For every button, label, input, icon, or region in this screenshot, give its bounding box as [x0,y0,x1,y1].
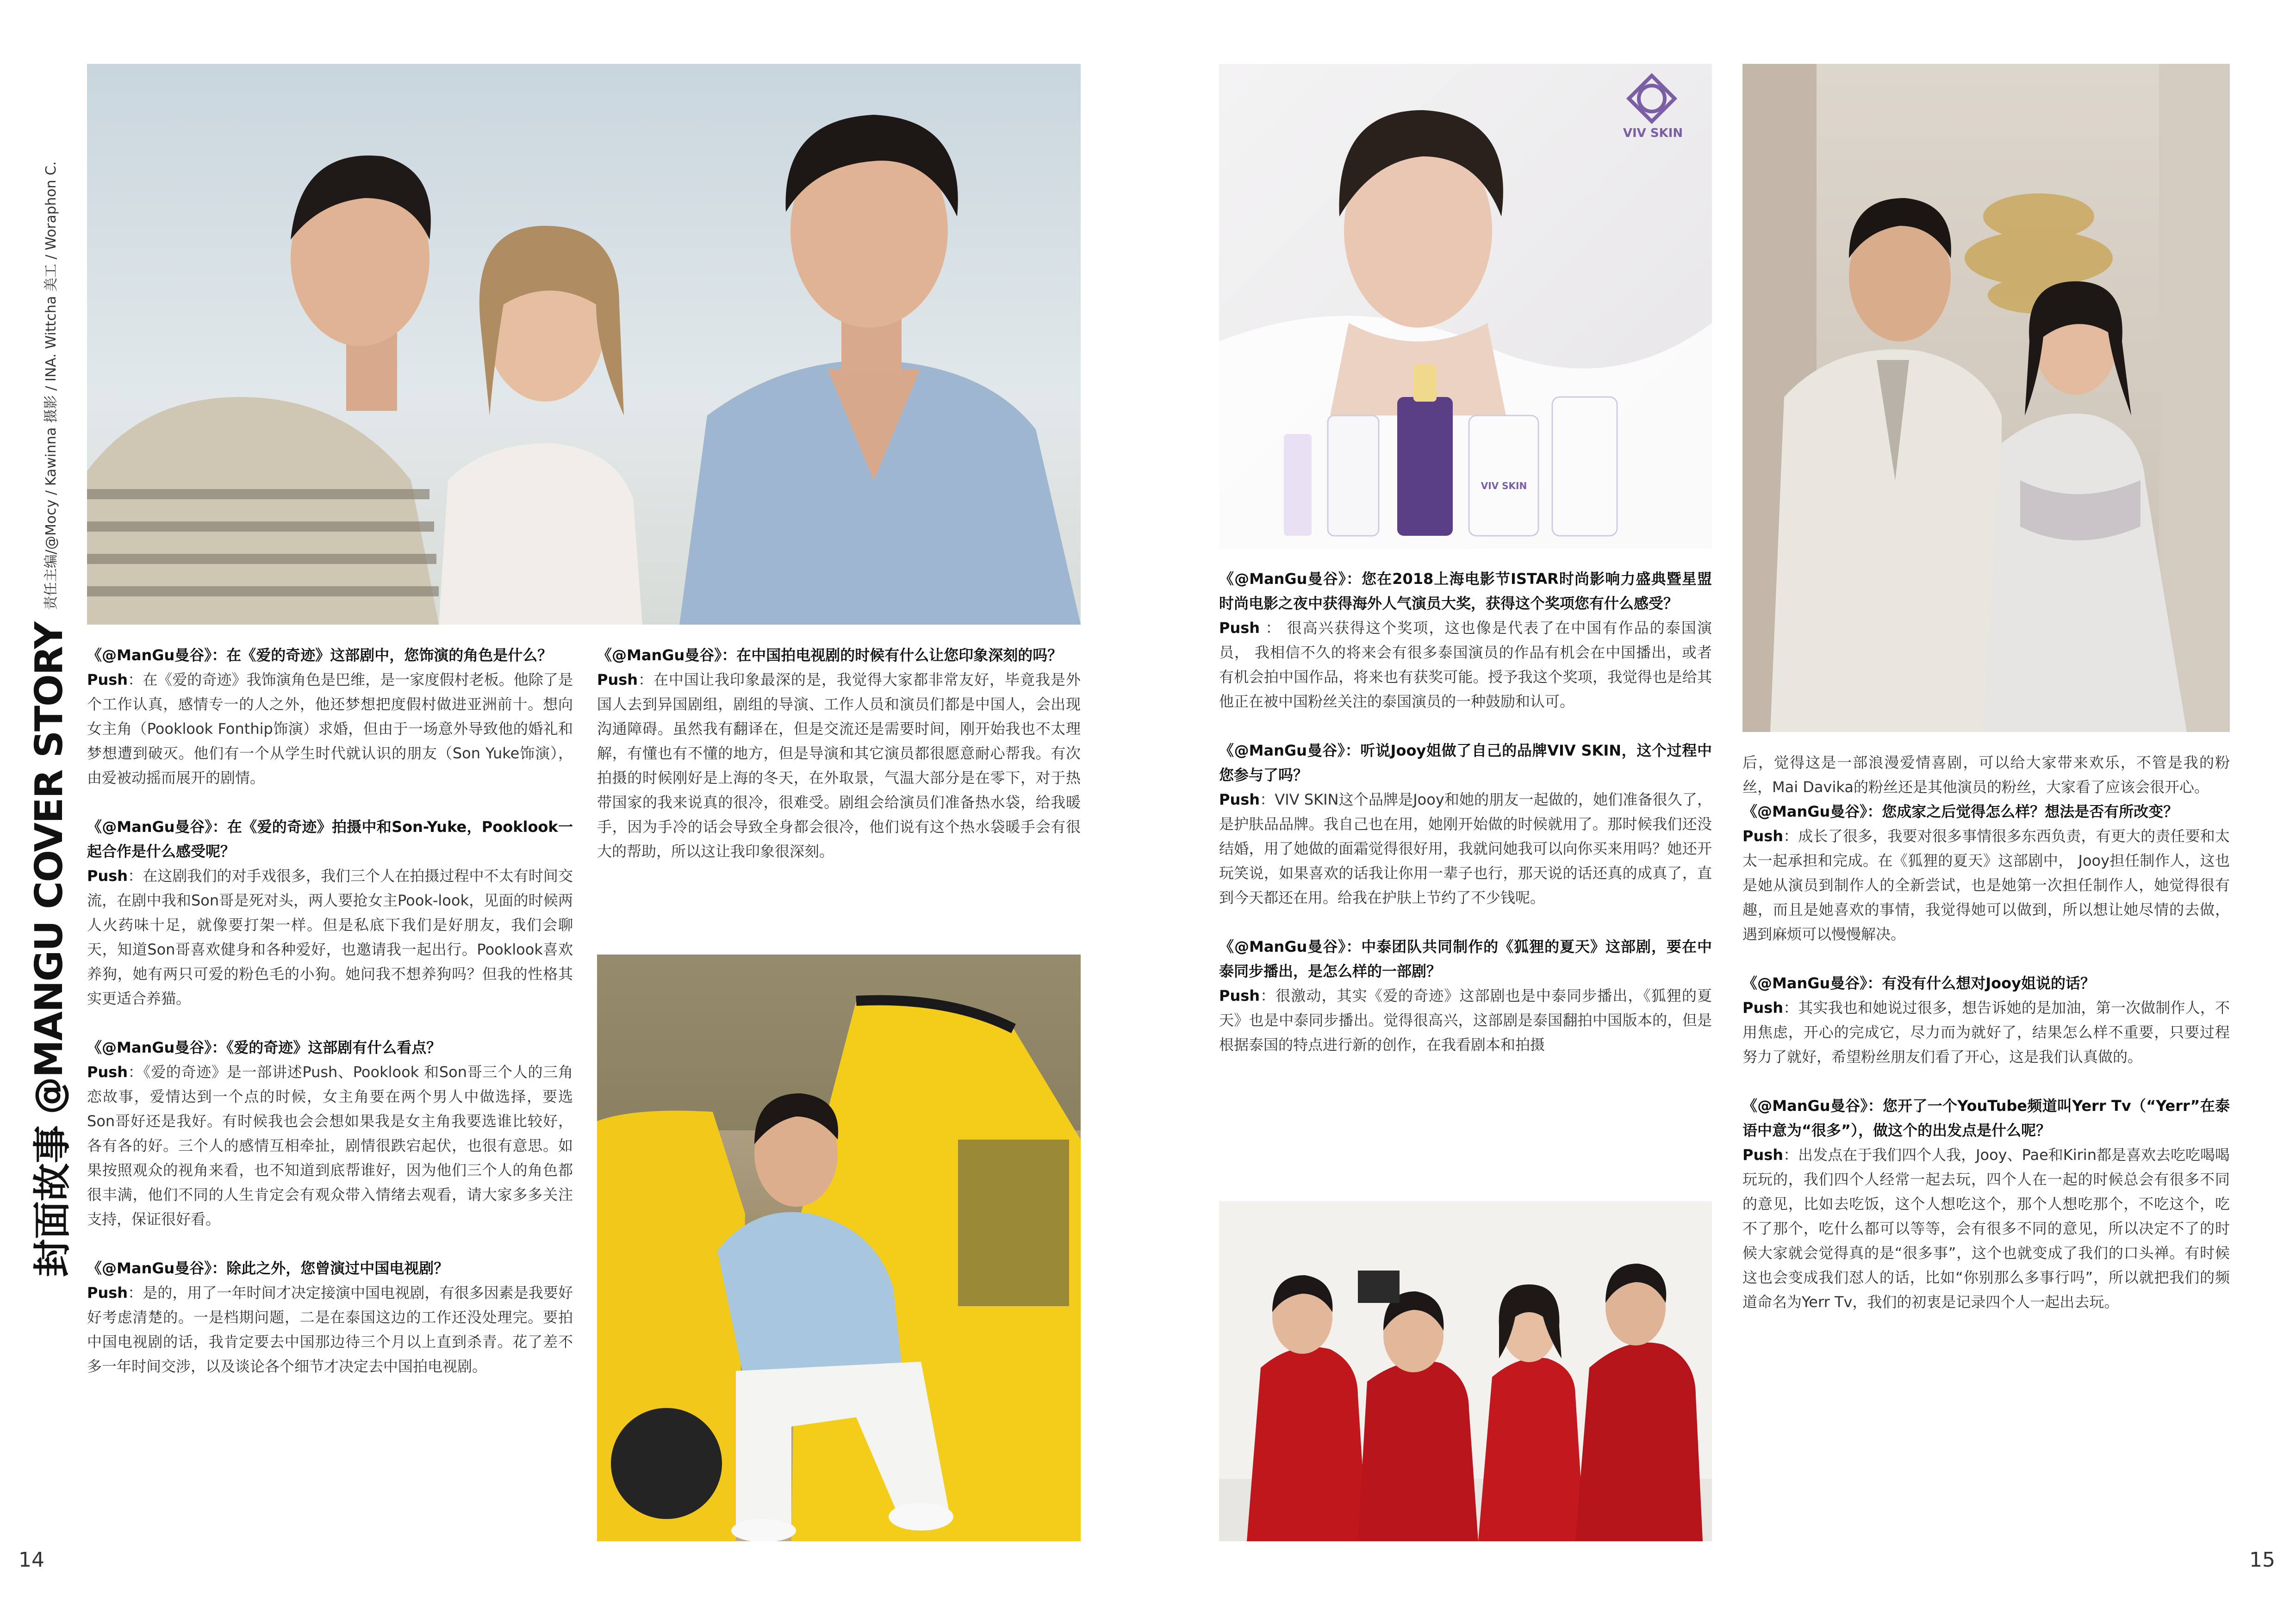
qa-block [1219,567,1712,714]
answer [1742,996,2230,1069]
qa-block [1742,800,2230,947]
qa-block [1742,1094,2230,1314]
question: 《@ManGu曼谷》：《爱的奇迹》这部剧有什么看点？ [87,1039,442,1056]
speaker-name: Push [1219,791,1260,808]
answer [597,668,1081,864]
qa-block [1219,738,1712,910]
qa-block [87,815,573,1011]
answer [1742,1143,2230,1314]
photo-yellow-jeep [597,955,1081,1541]
qa-block [597,643,1081,864]
viv-skin-product-text: VIV SKIN [1481,480,1527,491]
speaker-name: Push [1742,999,1784,1017]
answer-text: ：VIV SKIN这个品牌是Jooy和她的朋友一起做的，她们准备很久了，是护肤品品牌。我自己也在用，她刚开始做的时候就用了。那时候我们还没结婚，用了她做的面霜觉得很好用，我就问她我可以向你买来用吗？她还开玩笑说，如果喜欢的话我让你用一辈子也行，那天说的话还真的成真了，直到今天都还在用。给我在护肤上节约了不少钱呢。 [1219,791,1712,906]
speaker-name: Push [1742,1146,1784,1164]
section-title-cn: 封面故事 [31,1125,75,1277]
question: 《@ManGu曼谷》：中泰团队共同制作的《狐狸的夏天》这部剧，要在中泰同步播出，是怎么样的一部剧？ [1219,938,1712,980]
answer [1219,616,1712,714]
photo-viv-skin-ad [1219,64,1712,549]
answer [1219,787,1712,910]
answer-text: ：在中国让我印象最深的是，我觉得大家都非常友好，毕竟我是外国人去到异国剧组，剧组的导演、工作人员和演员们都是中国人，会出现沟通障碍。虽然我有翻译在，但是交流还是需要时间，刚开始我也不太理解，有懂也有不懂的地方，但是导演和其它演员都很愿意耐心帮我。有次拍摄的时候刚好是上海的冬天，在外取景，气温大部分是在零下，对于热带国家的我来说真的很冷，很难受。剧组会给演员们准备热水袋，给我暖手，因为手冷的话会导致全身都会很冷，他们说有这个热水袋暖手会有很大的帮助，所以这让我印象很深刻。 [597,671,1081,860]
page-number-left: 14 [19,1548,44,1572]
answer [87,668,573,790]
answer-text: ：在《爱的奇迹》我饰演角色是巴维，是一家度假村老板。他除了是个工作认真，感情专一的人之外，他还梦想把度假村做进亚洲前十。想向女主角（Pooklook Fonthip饰演）求婚，但由于一场意外导致他的婚礼和梦想遭到破灭。他们有一个从学生时代就认识的朋友（Son Yuke饰演），由爱被动摇而展开的剧情。 [87,671,573,787]
answer [87,1281,573,1379]
answer-text: ：是的，用了一年时间才决定接演中国电视剧，有很多因素是我要好好考虑清楚的。一是档期问题，二是在泰国这边的工作还没处理完。要拍中国电视剧的话，我肯定要去中国那边待三个月以上直到杀青。花了差不多一年时间交涉，以及谈论各个细节才决定去中国拍电视剧。 [87,1284,573,1375]
speaker-name: Push [1219,619,1260,637]
qa-block [1219,935,1712,1057]
answer-text: ： 很高兴获得这个奖项，这也像是代表了在中国有作品的泰国演员， 我相信不久的将来会有很多泰国演员的作品有机会在中国播出，或者有机会拍中国作品，将来也有获奖可能。授予我这个奖项，我觉得也是给其他正在被中国粉丝关注的泰国演员的一种鼓励和认可。 [1219,619,1712,710]
speaker-name: Push [87,1284,128,1302]
section-title-en: @MANGU COVER STORY [27,622,71,1115]
answer [1742,824,2230,947]
answer-text: ：《爱的奇迹》是一部讲述Push、Pooklook 和Son哥三个人的三角恋故事，爱情达到一个点的时候，女主角要在两个男人中做选择，要选Son哥好还是我好。有时候我也会会想如果我是女主角我要选谁比较好，各有各的好。三个人的感情互相牵扯，剧情很跌宕起伏，也很有意思。如果按照观众的视角来看，也不知道到底帮谁好，因为他们三个人的角色都很丰满，他们不同的人生肯定会有观众带入情绪去观看，请大家多多关注支持，保证很好看。 [87,1063,573,1228]
article-column-3 [1219,567,1712,1082]
qa-block [87,643,573,790]
credits: 责任主编/@Mocy / Kawinna 摄影 / INA. Wittcha 美工 / Woraphon C. [43,161,59,610]
speaker-name: Push [87,1063,128,1081]
article-column-4 [1742,750,2230,1339]
question: 《@ManGu曼谷》：除此之外，您曾演过中国电视剧？ [87,1259,449,1277]
qa-block [87,1256,573,1379]
qa-block [1742,971,2230,1069]
question: 《@ManGu曼谷》：有没有什么想对Jooy姐说的话？ [1742,974,2096,992]
article-column-1 [87,643,573,1403]
photo-couple-wedding [1742,64,2230,732]
continuation-text: 后，觉得这是一部浪漫爱情喜剧，可以给大家带来欢乐，不管是我的粉丝，Mai Davika的粉丝还是其他演员的粉丝，大家看了应该会很开心。 [1742,754,2230,796]
speaker-name: Push [87,867,128,885]
question: 《@ManGu曼谷》：在《爱的奇迹》拍摄中和Son-Yuke，Pooklook一起合作是什么感受呢？ [87,818,573,860]
photo-group-red [1219,1201,1712,1541]
qa-block [87,1035,573,1232]
answer-text: ：出发点在于我们四个人我，Jooy、Pae和Kirin都是喜欢去吃吃喝喝玩玩的，我们四个人经常一起去玩，四个人在一起的时候总会有很多不同的意见，比如去吃饭，这个人想吃这个，那个人想吃那个，不吃这个，吃不了那个，吃什么都可以等等，会有很多不同的意见，所以决定不了的时候大家就会觉得真的是“很多事”，这个也就变成了我们的口头禅。有时候这也会变成我们怼人的话，比如“你别那么多事行吗”，所以就把我们的频道命名为Yerr Tv，我们的初衷是记录四个人一起出去玩。 [1742,1146,2230,1311]
answer-text: ：在这剧我们的对手戏很多，我们三个人在拍摄过程中不太有时间交流，在剧中我和Son哥是死对头，两人要抢女主Pook-look，见面的时候两人火药味十足，就像要打架一样。但是私底下我们是好朋友，我们会聊天，知道Son哥喜欢健身和各种爱好，也邀请我一起出行。Pooklook喜欢养狗，她有两只可爱的粉色毛的小狗。她问我不想养狗吗？但我的性格其实更适合养猫。 [87,867,573,1007]
speaker-name: Push [87,671,128,688]
speaker-name: Push [1219,987,1260,1004]
answer-text: ：其实我也和她说过很多，想告诉她的是加油，第一次做制作人，不用焦虑，开心的完成它，尽力而为就好了，结果怎么样不重要，只要过程努力了就好，希望粉丝朋友们看了开心，这是我们认真做的。 [1742,999,2230,1066]
answer [87,864,573,1011]
section-sidebar [22,161,75,1277]
photo-three-actors [87,64,1081,625]
answer-text: ：很激动，其实《爱的奇迹》这部剧也是中泰同步播出，《狐狸的夏天》也是中泰同步播出。觉得很高兴，这部剧是泰国翻拍中国版本的，但是根据泰国的特点进行新的创作，在我看剧本和拍摄 [1219,987,1712,1054]
answer [87,1060,573,1232]
question: 《@ManGu曼谷》：听说Jooy姐做了自己的品牌VIV SKIN，这个过程中您参与了吗？ [1219,742,1712,784]
question: 《@ManGu曼谷》：在中国拍电视剧的时候有什么让您印象深刻的吗？ [597,646,1063,664]
answer-text: ：成长了很多，我要对很多事情很多东西负责，有更大的责任要和太太一起承担和完成。在《狐狸的夏天》这部剧中， Jooy担任制作人，这也是她从演员到制作人的全新尝试，也是她第一次担任制作人，她觉得很有趣，而且是她喜欢的事情，我觉得她可以做到，所以想让她尽情的去做，遇到麻烦可以慢慢解决。 [1742,827,2230,943]
question: 《@ManGu曼谷》：您成家之后觉得怎么样？想法是否有所改变？ [1742,803,2178,820]
question: 《@ManGu曼谷》：您在2018上海电影节ISTAR时尚影响力盛典暨星盟时尚电影之夜中获得海外人气演员大奖，获得这个奖项您有什么感受？ [1219,570,1712,612]
question: 《@ManGu曼谷》：在《爱的奇迹》这部剧中，您饰演的角色是什么？ [87,646,553,664]
speaker-name: Push [597,671,638,688]
viv-skin-logo-text: VIV SKIN [1623,126,1683,140]
speaker-name: Push [1742,827,1784,845]
answer [1219,984,1712,1057]
article-column-2 [597,643,1081,888]
question: 《@ManGu曼谷》：您开了一个YouTube频道叫Yerr Tv（“Yerr”在泰语中意为“很多”），做这个的出发点是什么呢？ [1742,1097,2230,1139]
page-number-right: 15 [2249,1548,2275,1572]
